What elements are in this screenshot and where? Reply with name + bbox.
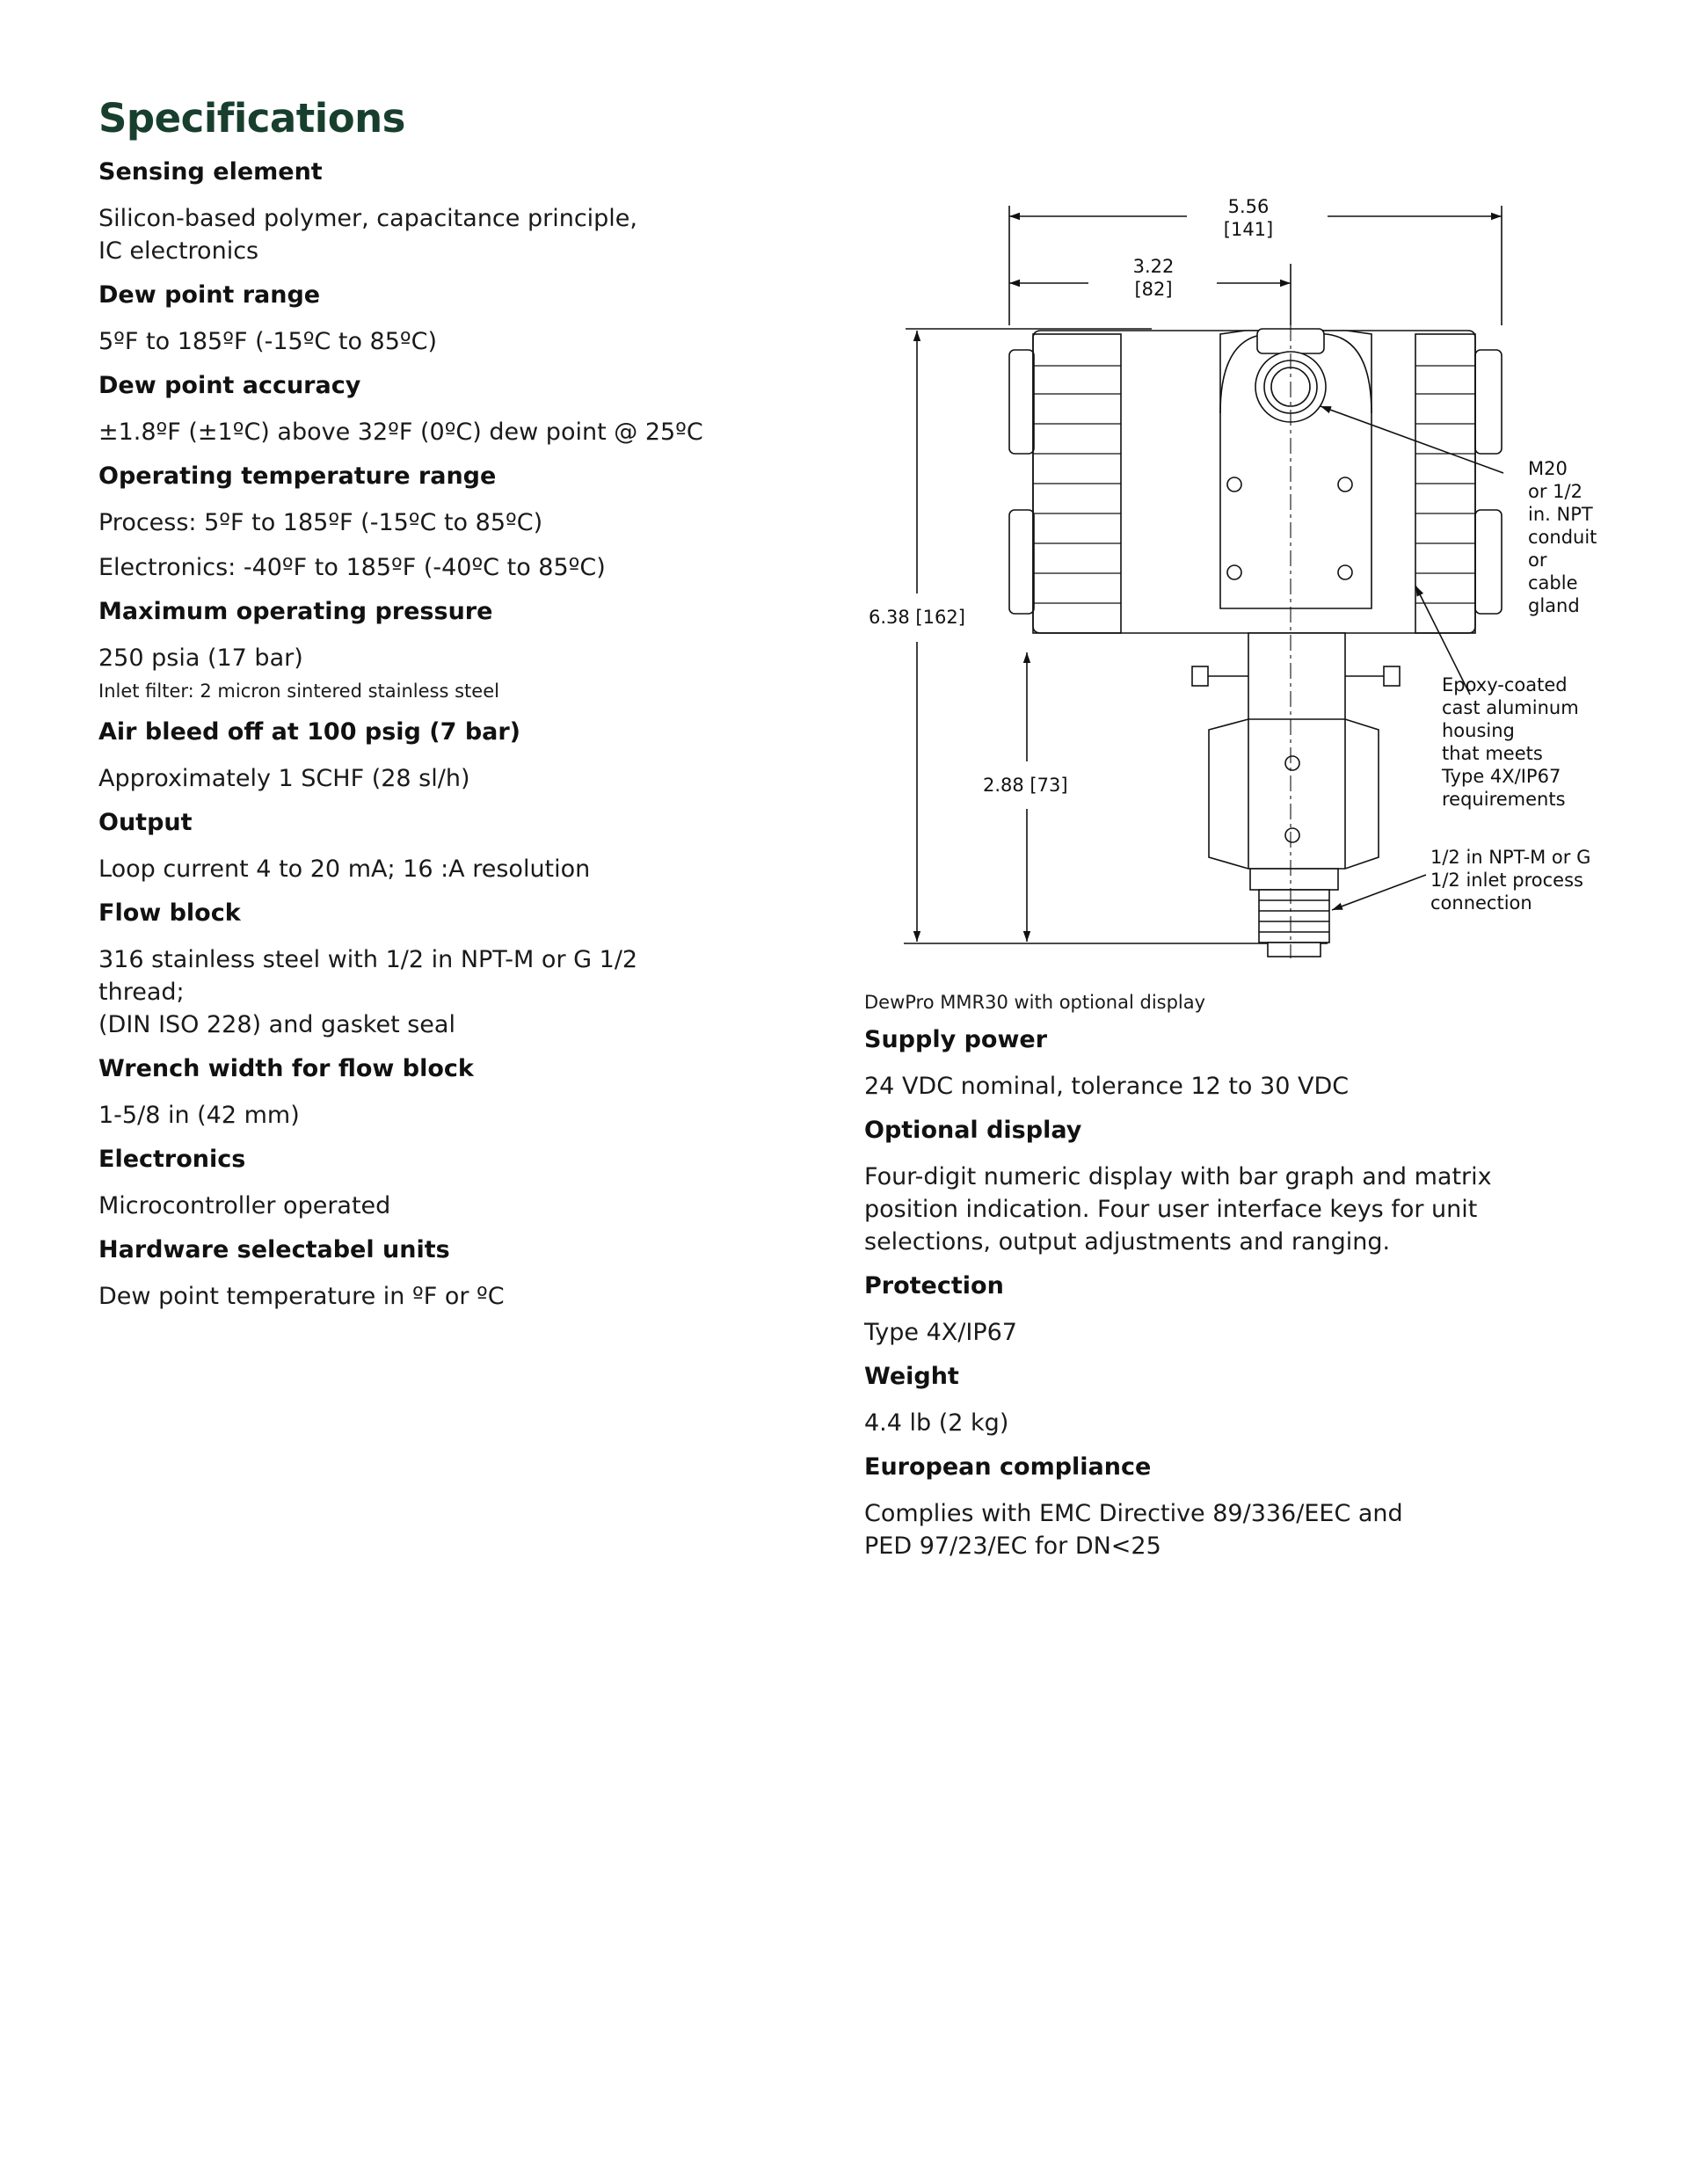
height-label: 6.38 [162] bbox=[869, 607, 965, 628]
spec-output bbox=[98, 807, 714, 885]
spec-value: Microcontroller operated bbox=[98, 1192, 391, 1219]
spec-electronics bbox=[98, 1144, 714, 1222]
inlet-leader bbox=[1332, 875, 1426, 910]
spec-note: Inlet filter: 2 micron sintered stainless steel bbox=[98, 681, 499, 702]
spec-operating-temperature bbox=[98, 461, 714, 584]
spec-label: Hardware selectabel units bbox=[98, 1236, 450, 1263]
lower-height-label: 2.88 [73] bbox=[983, 775, 1068, 796]
spec-value: 316 stainless steel with 1/2 in NPT-M or G 1/2 thread; (DIN ISO 228) and gasket seal bbox=[98, 946, 638, 1038]
spec-label: Dew point range bbox=[98, 281, 321, 309]
flow-block-hex bbox=[1209, 719, 1379, 869]
conduit-annotation: M20 or 1/2 in. NPT conduit or cable gland bbox=[1528, 458, 1597, 616]
sensor-neck bbox=[1192, 633, 1400, 721]
inlet-annotation: 1/2 in NPT-M or G 1/2 inlet process connection bbox=[1430, 847, 1591, 914]
right-spec-column bbox=[864, 1024, 1585, 1575]
spec-label: Dew point accuracy bbox=[98, 372, 361, 399]
spec-air-bleed bbox=[98, 717, 714, 795]
width-mm-label: [141] bbox=[1223, 219, 1274, 240]
spec-supply-power bbox=[864, 1024, 1585, 1103]
page-title: Specifications bbox=[98, 95, 405, 142]
spec-label: Protection bbox=[864, 1272, 1004, 1299]
spec-european-compliance bbox=[864, 1452, 1585, 1562]
spec-flow-block bbox=[98, 898, 714, 1041]
half-width-mm-label: [82] bbox=[1134, 279, 1173, 300]
spec-value: Process: 5ºF to 185ºF (-15ºC to 85ºC) bbox=[98, 509, 543, 536]
spec-label: Supply power bbox=[864, 1026, 1048, 1053]
spec-wrench-width bbox=[98, 1053, 714, 1132]
left-spec-column bbox=[98, 157, 714, 1325]
spec-value: ±1.8ºF (±1ºC) above 32ºF (0ºC) dew point @ 25ºC bbox=[98, 419, 703, 446]
spec-value: 1-5/8 in (42 mm) bbox=[98, 1102, 300, 1129]
drawing-svg bbox=[853, 193, 1626, 967]
spec-label: Wrench width for flow block bbox=[98, 1055, 474, 1082]
spec-sensing-element bbox=[98, 157, 714, 267]
spec-label: Weight bbox=[864, 1363, 959, 1390]
spec-label: Air bleed off at 100 psig (7 bar) bbox=[98, 718, 521, 746]
spec-label: Output bbox=[98, 809, 193, 836]
spec-max-operating-pressure bbox=[98, 596, 714, 704]
spec-value: Silicon-based polymer, capacitance principle, IC electronics bbox=[98, 205, 637, 265]
spec-value: Dew point temperature in ºF or ºC bbox=[98, 1283, 505, 1310]
spec-weight bbox=[864, 1361, 1585, 1439]
spec-value: Loop current 4 to 20 mA; 16 :A resolution bbox=[98, 855, 591, 883]
housing-annotation: Epoxy-coated cast aluminum housing that meets Type 4X/IP67 requirements bbox=[1442, 674, 1579, 810]
spec-value: Approximately 1 SCHF (28 sl/h) bbox=[98, 765, 470, 792]
spec-label: Flow block bbox=[98, 899, 241, 927]
spec-optional-display bbox=[864, 1115, 1585, 1258]
spec-label: Maximum operating pressure bbox=[98, 598, 493, 625]
spec-value: Four-digit numeric display with bar graph and matrix position indication. Four user interface keys for unit selections, output adjustments and ranging. bbox=[864, 1163, 1492, 1256]
spec-value: 5ºF to 185ºF (-15ºC to 85ºC) bbox=[98, 328, 438, 355]
spec-label: Optional display bbox=[864, 1117, 1082, 1144]
spec-label: European compliance bbox=[864, 1453, 1152, 1481]
spec-value: 24 VDC nominal, tolerance 12 to 30 VDC bbox=[864, 1073, 1350, 1100]
spec-dew-point-accuracy bbox=[98, 370, 714, 448]
spec-label: Sensing element bbox=[98, 158, 323, 186]
dimension-drawing bbox=[853, 193, 1626, 967]
spec-label: Operating temperature range bbox=[98, 462, 497, 490]
figure-caption: DewPro MMR30 with optional display bbox=[864, 992, 1206, 1013]
spec-value-secondary: Electronics: -40ºF to 185ºF (-40ºC to 85ºC) bbox=[98, 554, 606, 581]
spec-value: Complies with EMC Directive 89/336/EEC and PED 97/23/EC for DN<25 bbox=[864, 1500, 1403, 1560]
spec-dew-point-range bbox=[98, 280, 714, 358]
spec-label: Electronics bbox=[98, 1146, 246, 1173]
spec-value: 250 psia (17 bar) bbox=[98, 644, 303, 672]
half-width-label: 3.22 bbox=[1132, 256, 1175, 277]
spec-value: 4.4 lb (2 kg) bbox=[864, 1409, 1009, 1437]
spec-selectable-units bbox=[98, 1234, 714, 1313]
spec-protection bbox=[864, 1270, 1585, 1349]
width-label: 5.56 bbox=[1227, 196, 1270, 217]
spec-value: Type 4X/IP67 bbox=[864, 1319, 1017, 1346]
